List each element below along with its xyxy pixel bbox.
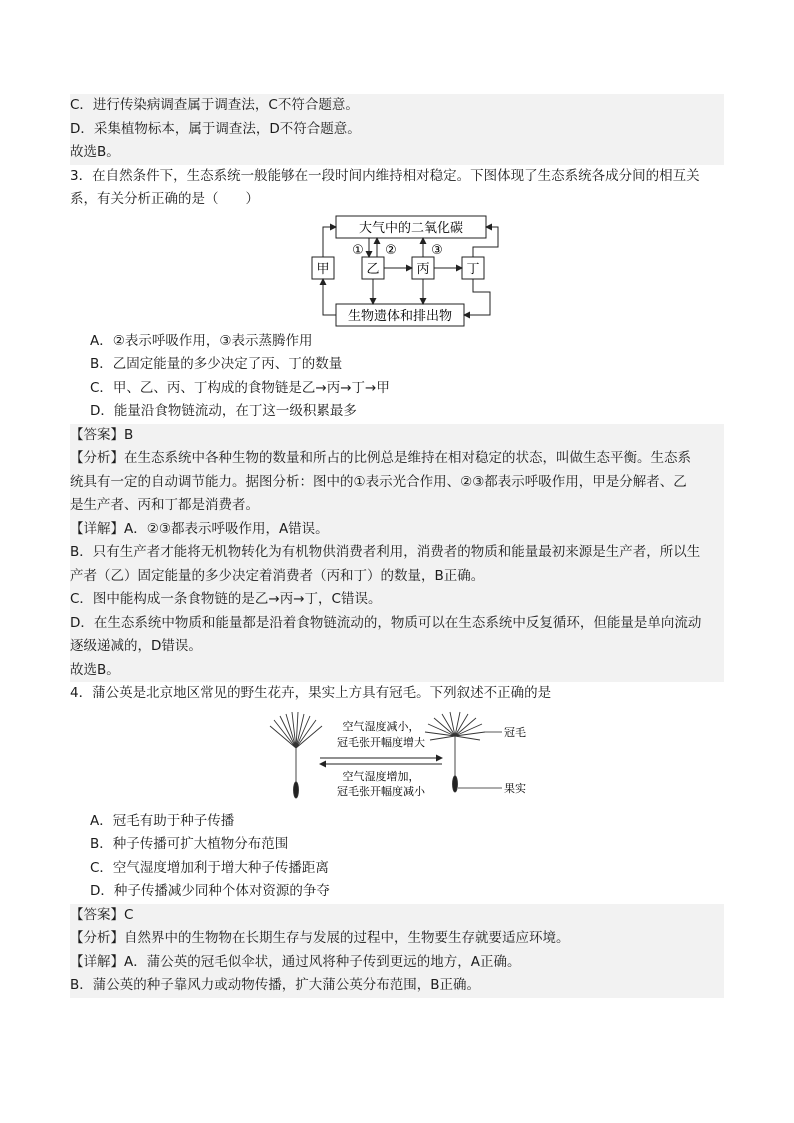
q3-option-d: D．能量沿食物链流动，在丁这一级积累最多 — [90, 403, 357, 419]
dandelion-open-icon — [425, 712, 485, 792]
q3-option-b: B．乙固定能量的多少决定了丙、丁的数量 — [90, 356, 343, 372]
node-bing-label: 丙 — [416, 261, 430, 277]
q3-stem-line2: 系，有关分析正确的是（ ） — [70, 191, 259, 207]
q4-option-d: D．种子传播减少同种个体对资源的争夺 — [90, 883, 330, 899]
arrow-right-label-1: 空气湿度减小， — [342, 719, 420, 733]
q3-diagram-svg — [70, 212, 724, 330]
q4-detail-a: 【详解】A．蒲公英的冠毛似伞状，通过风将种子传到更远的地方，A正确。 — [70, 951, 724, 975]
marker-1: ① — [352, 242, 364, 258]
label-fruit: 果实 — [504, 781, 526, 795]
q3-answer: 【答案】B — [70, 424, 724, 448]
q3-analysis-line2: 统具有一定的自动调节能力。据图分析：图中的①表示光合作用、②③都表示呼吸作用，甲是分解者、乙 — [70, 471, 724, 495]
q3-detail-c: C．图中能构成一条食物链的是乙→丙→丁，C错误。 — [70, 588, 724, 612]
q3-detail-a: 【详解】A．②③都表示呼吸作用，A错误。 — [70, 518, 724, 542]
q2-option-d-explanation: D．采集植物标本，属于调查法，D不符合题意。 — [70, 118, 724, 142]
q3-conclusion: 故选B。 — [70, 659, 724, 683]
q4-answer: 【答案】C — [70, 904, 724, 928]
q4-figure-svg — [70, 706, 724, 810]
q3-detail-b2: 产者（乙）固定能量的多少决定着消费者（丙和丁）的数量，B正确。 — [70, 565, 724, 589]
q3-option-c: C．甲、乙、丙、丁构成的食物链是乙→丙→丁→甲 — [90, 379, 390, 396]
q4-dandelion-figure — [70, 706, 724, 810]
q4-option-b: B．种子传播可扩大植物分布范围 — [90, 836, 289, 852]
remains-box-label: 生物遗体和排出物 — [347, 308, 453, 324]
q2-conclusion: 故选B。 — [70, 141, 724, 165]
node-ding-label: 丁 — [466, 261, 480, 277]
q3-stem-line1: 3．在自然条件下，生态系统一般能够在一段时间内维持相对稳定。下图体现了生态系统各成分间的相互关 — [70, 167, 700, 184]
q4-stem: 4．蒲公英是北京地区常见的野生花卉，果实上方具有冠毛。下列叙述不正确的是 — [70, 685, 552, 701]
label-pappus: 冠毛 — [504, 725, 526, 739]
q3-analysis-line3: 是生产者、丙和丁都是消费者。 — [70, 494, 724, 518]
co2-box-label: 大气中的二氧化碳 — [358, 220, 464, 236]
node-yi-label: 乙 — [366, 261, 380, 277]
q3-detail-d1: D．在生态系统中物质和能量都是沿着食物链流动的，物质可以在生态系统中反复循环，但能量是单向流动 — [70, 612, 724, 636]
arrow-right-label-2: 冠毛张开幅度增大 — [337, 735, 425, 749]
q3-detail-d2: 逐级递减的，D错误。 — [70, 635, 724, 659]
q3-detail-b1: B．只有生产者才能将无机物转化为有机物供消费者利用，消费者的物质和能量最初来源是生产者，所以生 — [70, 541, 724, 565]
marker-3: ③ — [431, 242, 443, 258]
q2-option-c-explanation: C．进行传染病调查属于调查法，C不符合题意。 — [70, 94, 724, 118]
node-jia-label: 甲 — [316, 261, 330, 277]
q3-analysis-line1: 【分析】在生态系统中各种生物的数量和所占的比例总是维持在相对稳定的状态，叫做生态平衡。生态系 — [70, 447, 724, 471]
q3-option-a: A．②表示呼吸作用，③表示蒸腾作用 — [90, 332, 313, 349]
marker-2: ② — [385, 242, 397, 258]
q4-option-c: C．空气湿度增加利于增大种子传播距离 — [90, 859, 329, 876]
q3-ecosystem-diagram — [70, 212, 724, 330]
q4-option-a: A．冠毛有助于种子传播 — [90, 812, 235, 829]
arrow-left-label-1: 空气湿度增加， — [342, 769, 420, 783]
arrow-left-label-2: 冠毛张开幅度减小 — [337, 784, 425, 798]
page-content — [70, 94, 724, 998]
q4-detail-b: B．蒲公英的种子靠风力或动物传播，扩大蒲公英分布范围，B正确。 — [70, 974, 724, 998]
dandelion-closed-icon — [270, 712, 322, 798]
q4-analysis: 【分析】自然界中的生物物在长期生存与发展的过程中，生物要生存就要适应环境。 — [70, 927, 724, 951]
